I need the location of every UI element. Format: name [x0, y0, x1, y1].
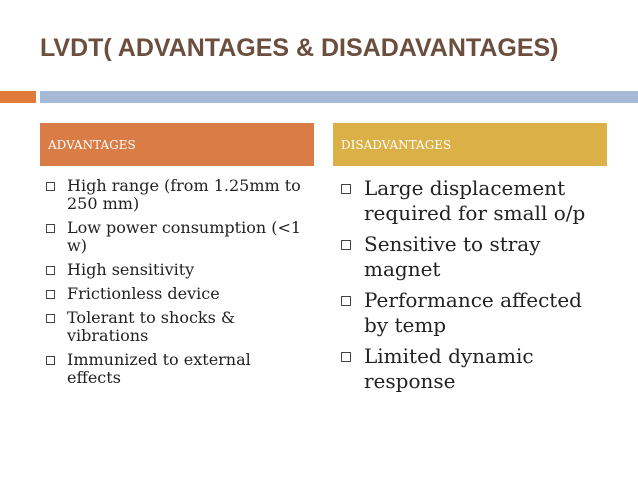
- list-item: [46, 219, 308, 255]
- hollow-square-bullet-icon: [341, 184, 351, 194]
- list-item: [46, 309, 308, 345]
- hollow-square-bullet-icon: [341, 352, 351, 362]
- disadvantages-list: [341, 176, 603, 400]
- list-item: [341, 288, 603, 338]
- list-item: [46, 261, 308, 279]
- hollow-square-bullet-icon: [341, 296, 351, 306]
- advantages-header: ADVANTAGES: [40, 123, 314, 166]
- list-item: [46, 177, 308, 213]
- hollow-square-bullet-icon: [46, 356, 55, 365]
- slide-title: LVDT( ADVANTAGES & DISADAVANTAGES): [40, 34, 559, 62]
- list-item-text: High sensitivity: [67, 260, 195, 279]
- hollow-square-bullet-icon: [46, 290, 55, 299]
- hollow-square-bullet-icon: [46, 266, 55, 275]
- list-item: [46, 285, 308, 303]
- hollow-square-bullet-icon: [46, 182, 55, 191]
- hollow-square-bullet-icon: [46, 224, 55, 233]
- list-item-text: Large displacement required for small o/p: [364, 176, 586, 225]
- list-item-text: Sensitive to stray magnet: [364, 232, 541, 281]
- list-item-text: Tolerant to shocks & vibrations: [67, 308, 236, 345]
- list-item-text: High range (from 1.25mm to 250 mm): [67, 176, 301, 213]
- list-item-text: Performance affected by temp: [364, 288, 582, 337]
- list-item-text: Low power consumption (<1 w): [67, 218, 302, 255]
- list-item-text: Frictionless device: [67, 284, 220, 303]
- title-rule: [40, 91, 638, 103]
- advantages-list: [46, 177, 308, 393]
- list-item-text: Immunized to external effects: [67, 350, 251, 387]
- list-item: [341, 176, 603, 226]
- hollow-square-bullet-icon: [46, 314, 55, 323]
- list-item: [46, 351, 308, 387]
- title-rule-accent: [0, 91, 36, 103]
- list-item-text: Limited dynamic response: [364, 344, 534, 393]
- list-item: [341, 232, 603, 282]
- hollow-square-bullet-icon: [341, 240, 351, 250]
- disadvantages-header: DISADVANTAGES: [333, 123, 607, 166]
- list-item: [341, 344, 603, 394]
